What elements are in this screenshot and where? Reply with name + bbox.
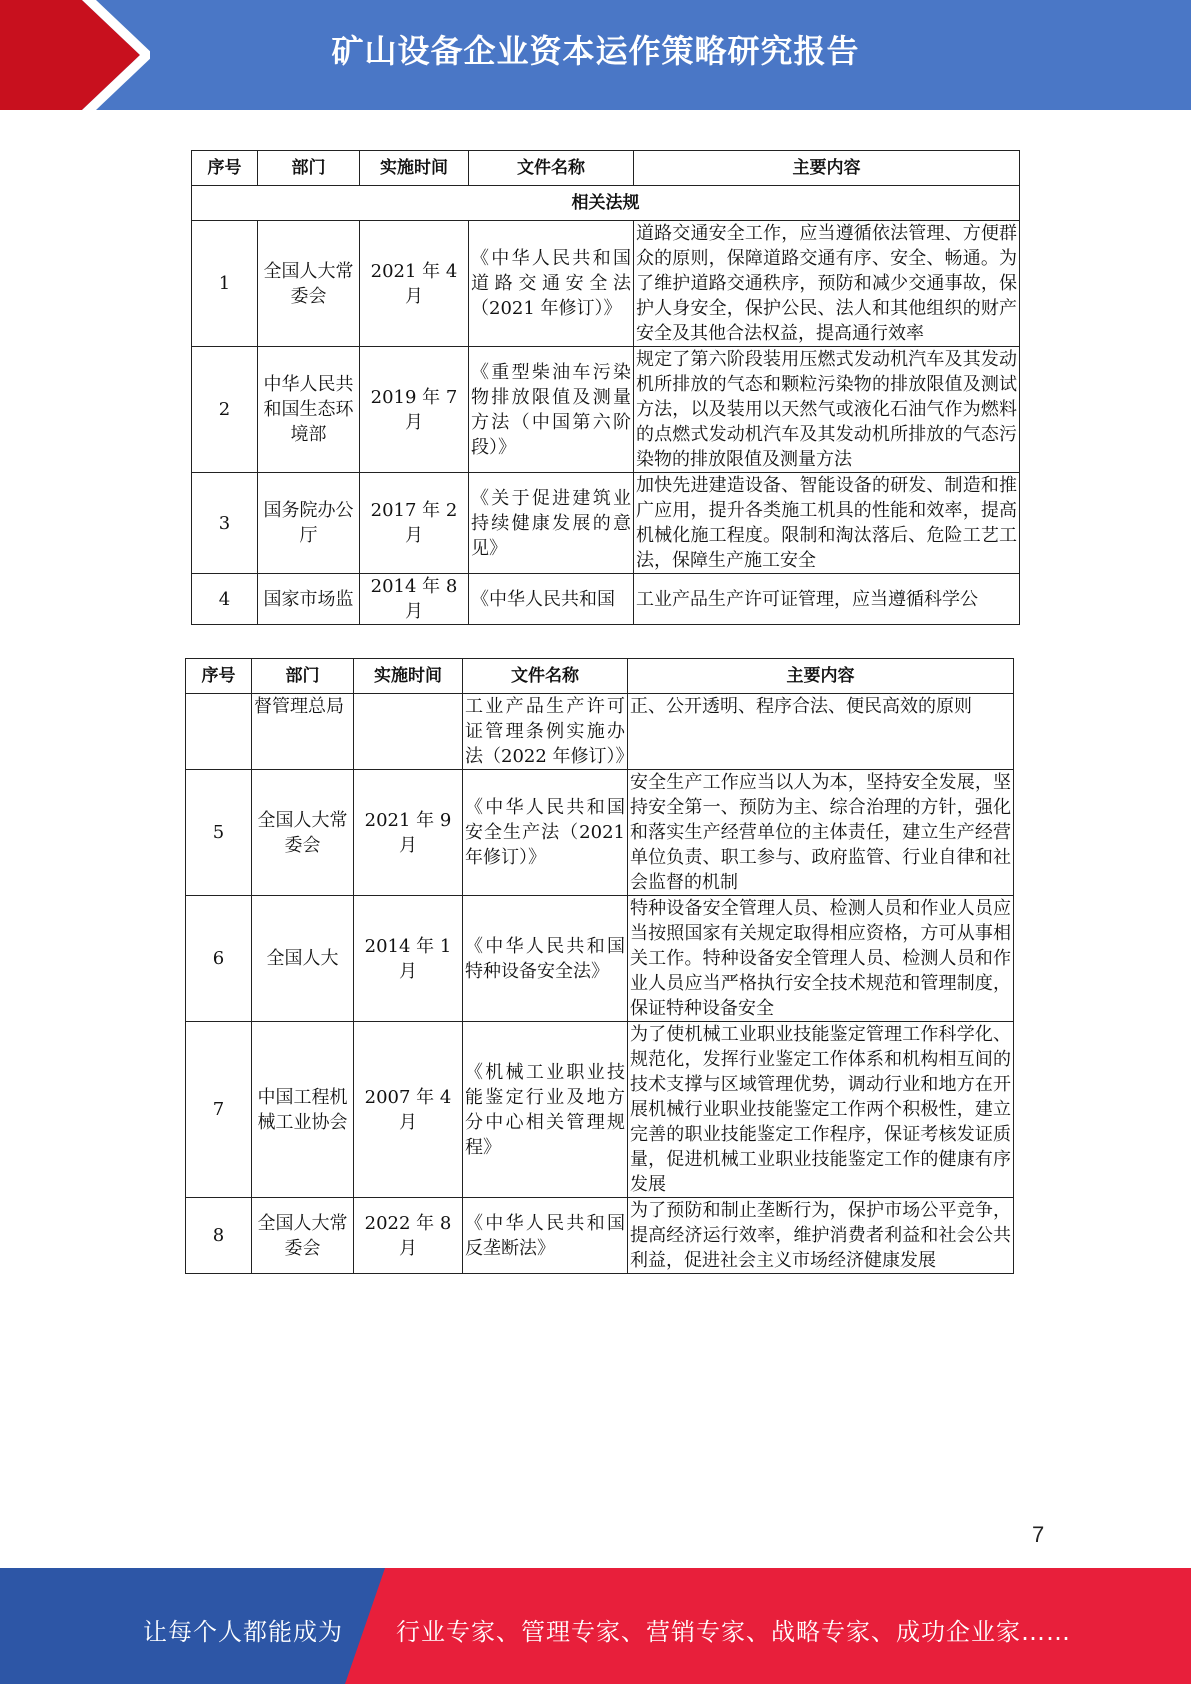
row-no [186,694,252,770]
row-dept: 国务院办公厅 [258,473,360,574]
col-header-no: 序号 [192,151,258,186]
section-title: 相关法规 [192,186,1020,221]
row-date: 2007 年 4 月 [354,1022,463,1198]
row-content: 道路交通安全工作，应当遵循依法管理、方便群众的原则，保障道路交通有序、安全、畅通。为了维护道路交通秩序，预防和减少交通事故，保护人身安全，保护公民、法人和其他组织的财产安全及其他合法权益，提高通行效率 [634,221,1020,347]
table-row [186,896,1014,1022]
section-row [192,186,1020,221]
row-doc: 工业产品生产许可证管理条例实施办法（2022 年修订）》 [463,694,628,770]
col-header-doc: 文件名称 [469,151,634,186]
row-no: 7 [186,1022,252,1198]
row-date: 2019 年 7 月 [360,347,469,473]
col-header-doc: 文件名称 [463,659,628,694]
row-date: 2021 年 9 月 [354,770,463,896]
regulations-table-2 [185,658,1014,1274]
row-date [354,694,463,770]
table-row [186,1198,1014,1274]
table-row [192,574,1020,625]
regulations-table-1 [191,150,1020,625]
page-number: 7 [1032,1522,1045,1547]
page-footer [0,1568,1191,1684]
col-header-content: 主要内容 [628,659,1014,694]
footer-slogan-left: 让每个人都能成为 [143,1618,343,1646]
row-date: 2022 年 8 月 [354,1198,463,1274]
col-header-date: 实施时间 [360,151,469,186]
table-row [186,694,1014,770]
row-doc: 《关于促进建筑业持续健康发展的意见》 [469,473,634,574]
row-content: 正、公开透明、程序合法、便民高效的原则 [628,694,1014,770]
row-content: 工业产品生产许可证管理，应当遵循科学公 [634,574,1020,625]
row-dept: 全国人大常委会 [252,1198,354,1274]
row-doc: 《中华人民共和国反垄断法》 [463,1198,628,1274]
row-no: 6 [186,896,252,1022]
table-row [192,347,1020,473]
row-date: 2017 年 2 月 [360,473,469,574]
row-doc: 《中华人民共和国特种设备安全法》 [463,896,628,1022]
row-dept: 全国人大 [252,896,354,1022]
row-doc: 《中华人民共和国道路交通安全法（2021 年修订）》 [469,221,634,347]
row-doc: 《机械工业职业技能鉴定行业及地方分中心相关管理规程》 [463,1022,628,1198]
page-header [0,0,1191,110]
row-dept: 督管理总局 [252,694,354,770]
row-no: 5 [186,770,252,896]
row-no: 2 [192,347,258,473]
table-row [192,221,1020,347]
row-dept: 全国人大常委会 [258,221,360,347]
row-doc: 《中华人民共和国安全生产法（2021 年修订）》 [463,770,628,896]
col-header-content: 主要内容 [634,151,1020,186]
row-date: 2021 年 4 月 [360,221,469,347]
row-no: 4 [192,574,258,625]
report-title: 矿山设备企业资本运作策略研究报告 [331,32,860,70]
col-header-dept: 部门 [252,659,354,694]
row-dept: 国家市场监 [258,574,360,625]
row-content: 安全生产工作应当以人为本，坚持安全发展，坚持安全第一、预防为主、综合治理的方针，强化和落实生产经营单位的主体责任，建立生产经营单位负责、职工参与、政府监管、行业自律和社会监督的机制 [628,770,1014,896]
row-content: 加快先进建造设备、智能设备的研发、制造和推广应用，提升各类施工机具的性能和效率，提高机械化施工程度。限制和淘汰落后、危险工艺工法，保障生产施工安全 [634,473,1020,574]
row-doc: 《中华人民共和国 [469,574,634,625]
row-dept: 全国人大常委会 [252,770,354,896]
row-date: 2014 年 1 月 [354,896,463,1022]
row-no: 1 [192,221,258,347]
row-date: 2014 年 8 月 [360,574,469,625]
table-row [186,770,1014,896]
row-no: 8 [186,1198,252,1274]
row-no: 3 [192,473,258,574]
row-content: 规定了第六阶段装用压燃式发动机汽车及其发动机所排放的气态和颗粒污染物的排放限值及测试方法，以及装用以天然气或液化石油气作为燃料的点燃式发动机汽车及其发动机所排放的气态污染物的排放限值及测量方法 [634,347,1020,473]
row-content: 为了使机械工业职业技能鉴定管理工作科学化、规范化，发挥行业鉴定工作体系和机构相互间的技术支撑与区域管理优势，调动行业和地方在开展机械行业职业技能鉴定工作两个积极性，建立完善的职业技能鉴定工作程序，保证考核发证质量，促进机械工业职业技能鉴定工作的健康有序发展 [628,1022,1014,1198]
row-content: 特种设备安全管理人员、检测人员和作业人员应当按照国家有关规定取得相应资格，方可从事相关工作。特种设备安全管理人员、检测人员和作业人员应当严格执行安全技术规范和管理制度，保证特种设备安全 [628,896,1014,1022]
col-header-dept: 部门 [258,151,360,186]
col-header-no: 序号 [186,659,252,694]
table-row [186,1022,1014,1198]
table-header-row [186,659,1014,694]
table-row [192,473,1020,574]
footer-slogan-right: 行业专家、管理专家、营销专家、战略专家、成功企业家…… [396,1618,1071,1646]
row-dept: 中华人民共和国生态环境部 [258,347,360,473]
row-doc: 《重型柴油车污染物排放限值及测量方法（中国第六阶段）》 [469,347,634,473]
col-header-date: 实施时间 [354,659,463,694]
table-header-row [192,151,1020,186]
row-dept: 中国工程机械工业协会 [252,1022,354,1198]
row-content: 为了预防和制止垄断行为，保护市场公平竞争，提高经济运行效率，维护消费者利益和社会公共利益，促进社会主义市场经济健康发展 [628,1198,1014,1274]
